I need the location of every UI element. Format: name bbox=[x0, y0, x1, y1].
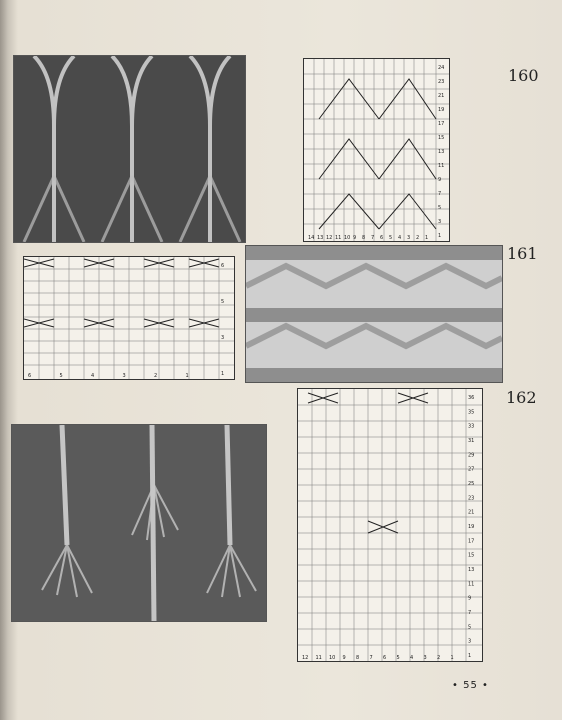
page-number-footer bbox=[452, 680, 489, 691]
chart-column-number: 1 bbox=[425, 235, 429, 241]
chart-row-number: 15 bbox=[438, 135, 445, 141]
chart-row-number: 11 bbox=[438, 163, 445, 169]
page-number: 55 bbox=[463, 680, 478, 691]
pattern-162-photo bbox=[12, 425, 266, 621]
chart-row-number: 7 bbox=[438, 191, 442, 197]
chart-row-number: 21 bbox=[468, 509, 475, 516]
chart-column-number: 4 bbox=[91, 373, 95, 379]
chart-row-number: 31 bbox=[468, 438, 475, 444]
chart-column-number: 9 bbox=[353, 235, 357, 241]
pattern-162-grid bbox=[298, 389, 482, 661]
chart-column-number: 1 bbox=[185, 373, 189, 379]
pattern-number-162: 162 bbox=[506, 388, 537, 407]
chart-row-number: 25 bbox=[468, 481, 475, 487]
chart-column-number: 11 bbox=[335, 235, 342, 241]
chart-column-number: 10 bbox=[344, 235, 351, 241]
chart-row-number: 13 bbox=[468, 567, 475, 573]
chart-column-number: 12 bbox=[302, 655, 309, 661]
chart-row-number: 27 bbox=[468, 466, 475, 473]
chart-row-number: 13 bbox=[438, 149, 445, 155]
chart-column-number: 7 bbox=[369, 655, 373, 661]
chart-column-number: 5 bbox=[389, 235, 393, 241]
chart-row-number: 3 bbox=[438, 219, 442, 225]
pattern-160-grid bbox=[304, 59, 449, 241]
chart-row-number: 36 bbox=[468, 395, 475, 401]
chart-column-number: 5 bbox=[396, 655, 400, 661]
chart-column-number: 12 bbox=[326, 235, 333, 241]
chart-column-number: 3 bbox=[122, 373, 126, 379]
chart-row-number: 29 bbox=[468, 452, 475, 459]
chart-column-number: 3 bbox=[423, 655, 427, 661]
chart-column-number: 8 bbox=[356, 655, 360, 661]
chart-row-number: 23 bbox=[438, 79, 445, 85]
chart-column-number: 6 bbox=[383, 655, 387, 661]
chart-row-number: 7 bbox=[468, 610, 472, 616]
chart-column-number: 3 bbox=[407, 235, 411, 241]
chart-column-number: 4 bbox=[398, 235, 402, 241]
chart-row-number: 1 bbox=[438, 233, 442, 239]
chart-row-number: 3 bbox=[221, 335, 225, 341]
chart-row-number: 1 bbox=[468, 653, 472, 659]
chart-column-number: 5 bbox=[59, 373, 63, 379]
chart-row-number: 21 bbox=[438, 93, 445, 99]
pattern-160-chart bbox=[303, 58, 450, 242]
chart-row-number: 15 bbox=[468, 552, 475, 559]
chart-column-number: 7 bbox=[371, 235, 375, 241]
chart-row-number: 24 bbox=[438, 65, 445, 71]
chart-column-number: 2 bbox=[437, 655, 441, 661]
chart-row-number: 17 bbox=[438, 121, 445, 127]
chart-row-number: 6 bbox=[221, 263, 225, 269]
chart-row-number: 19 bbox=[438, 107, 445, 113]
chart-column-number: 2 bbox=[154, 373, 158, 379]
chart-row-number: 35 bbox=[468, 409, 475, 416]
chart-column-number: 4 bbox=[410, 655, 414, 661]
chart-row-number: 5 bbox=[221, 299, 225, 305]
chart-column-number: 10 bbox=[329, 655, 336, 661]
chart-column-number: 1 bbox=[450, 655, 454, 661]
chart-column-number: 8 bbox=[362, 235, 366, 241]
chart-column-number: 6 bbox=[28, 373, 32, 379]
chart-row-number: 5 bbox=[438, 205, 442, 211]
chart-column-number: 11 bbox=[315, 655, 322, 661]
chart-row-number: 17 bbox=[468, 538, 475, 545]
chart-row-number: 23 bbox=[468, 495, 475, 502]
pattern-number-160: 160 bbox=[508, 66, 539, 85]
chart-column-number: 14 bbox=[308, 235, 315, 241]
chart-row-number: 3 bbox=[468, 638, 472, 645]
chart-row-number: 5 bbox=[468, 624, 472, 631]
page-number-decoration-left: • bbox=[452, 680, 459, 691]
chart-column-number: 13 bbox=[317, 235, 324, 241]
pattern-161-chart bbox=[23, 256, 235, 380]
chart-row-number: 9 bbox=[438, 177, 442, 183]
pattern-161-photo bbox=[246, 246, 502, 382]
chart-row-number: 11 bbox=[468, 581, 475, 588]
chart-column-number: 2 bbox=[416, 235, 420, 241]
chart-row-number: 1 bbox=[221, 371, 225, 377]
page-number-decoration-right: • bbox=[482, 680, 489, 691]
pattern-161-grid bbox=[24, 257, 234, 379]
chart-row-number: 19 bbox=[468, 524, 475, 530]
chart-row-number: 33 bbox=[468, 423, 475, 430]
pattern-number-161: 161 bbox=[507, 244, 538, 263]
pattern-162-chart bbox=[297, 388, 483, 662]
pattern-160-photo bbox=[14, 56, 245, 242]
chart-row-number: 9 bbox=[468, 595, 472, 602]
chart-column-number: 9 bbox=[342, 655, 346, 661]
chart-column-number: 6 bbox=[380, 235, 384, 241]
